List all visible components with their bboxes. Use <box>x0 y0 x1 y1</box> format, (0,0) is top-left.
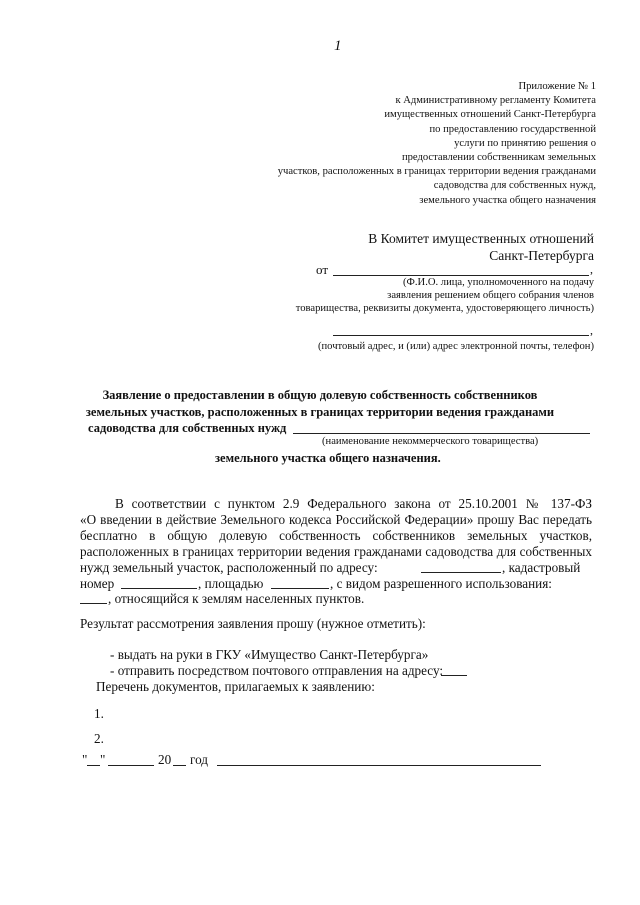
postal-address-field[interactable] <box>441 664 467 676</box>
comma: , <box>590 323 593 337</box>
body-line: «О введении в действие Земельного кодекса Российской Федерации» прошу Вас передать <box>80 512 592 527</box>
body-line: В соответствии с пунктом 2.9 Федерального закона от 25.10.2001 № 137-ФЗ <box>115 496 592 511</box>
year-field[interactable] <box>173 753 186 766</box>
signature-field[interactable] <box>217 753 541 766</box>
applicant-hint-line: (Ф.И.О. лица, уполномоченного на подачу <box>403 277 594 288</box>
body-line: номер <box>80 576 115 591</box>
body-line: расположенных в границах территории ведения гражданами садоводства для собственных <box>80 544 592 559</box>
appendix-line: садоводства для собственных нужд, <box>433 180 596 192</box>
cadastral-number-field[interactable] <box>121 576 197 589</box>
title-line-4: земельного участка общего назначения. <box>215 451 441 465</box>
option-hand-delivery[interactable]: - выдать на руки в ГКУ «Имущество Санкт-Петербурга» <box>110 647 429 662</box>
body-line: бесплатно в общую долевую собственность собственников земельных участков, <box>80 528 592 543</box>
appendix-header <box>278 80 596 208</box>
applicant-hint-line: заявления решением общего собрания членов <box>387 290 594 301</box>
addressee-block <box>368 230 594 264</box>
title-line-1: Заявление о предоставлении в общую долевую собственность собственников <box>102 388 538 402</box>
date-open-quote: " <box>82 752 88 767</box>
comma: , <box>590 262 593 276</box>
applicant-hint <box>296 277 594 314</box>
year-prefix: 20 <box>158 752 172 767</box>
body-line: , кадастровый <box>502 560 581 575</box>
documents-label: Перечень документов, прилагаемых к заявлению: <box>96 679 375 694</box>
appendix-line: участков, расположенных в границах территории ведения гражданами <box>277 166 596 178</box>
org-hint: (наименование некоммерческого товарищества) <box>322 436 539 447</box>
contact-field[interactable] <box>333 323 589 336</box>
body-line: , относящийся к землям населенных пунктов. <box>108 591 365 606</box>
land-use-field[interactable] <box>80 591 107 604</box>
addressee-line-2: Санкт-Петербурга <box>489 248 594 263</box>
address-field[interactable] <box>421 560 501 573</box>
from-label: от <box>316 262 329 277</box>
body-line: нужд земельный участок, расположенный по адресу: <box>80 560 378 575</box>
date-close-quote: " <box>100 752 106 767</box>
addressee-line-1: В Комитет имущественных отношений <box>368 231 594 246</box>
option-postal-delivery[interactable]: - отправить посредством почтового отправления на адресу: <box>110 663 444 678</box>
title-line-2: земельных участков, расположенных в границах территории ведения гражданами <box>85 405 555 419</box>
title-line-3: садоводства для собственных нужд <box>88 421 287 435</box>
appendix-line: Приложение № 1 <box>518 81 596 92</box>
appendix-line: к Административному регламенту Комитета <box>395 95 596 107</box>
org-name-field[interactable] <box>293 422 590 434</box>
result-label: Результат рассмотрения заявления прошу (нужное отметить): <box>80 616 426 631</box>
area-field[interactable] <box>271 576 329 589</box>
appendix-line: по предоставлению государственной <box>429 123 596 135</box>
year-suffix: год <box>190 752 209 767</box>
appendix-line: имущественных отношений Санкт-Петербурга <box>384 109 596 121</box>
appendix-line: услуги по принятию решения о <box>454 137 596 149</box>
contact-hint: (почтовый адрес, и (или) адрес электронной почты, телефон) <box>317 341 594 352</box>
applicant-name-field[interactable] <box>333 263 589 276</box>
body-line: , площадью <box>198 576 264 591</box>
body-line: , с видом разрешенного использования: <box>330 576 552 591</box>
page-number: 1 <box>334 38 342 54</box>
document-item-2: 2. <box>94 731 104 746</box>
applicant-hint-line: товарищества, реквизиты документа, удостоверяющего личность) <box>295 303 594 314</box>
day-field[interactable] <box>87 753 100 766</box>
appendix-line: предоставлении собственникам земельных <box>401 152 596 164</box>
appendix-line: земельного участка общего назначения <box>419 194 596 206</box>
month-field[interactable] <box>108 753 154 766</box>
document-item-1: 1. <box>94 706 104 721</box>
